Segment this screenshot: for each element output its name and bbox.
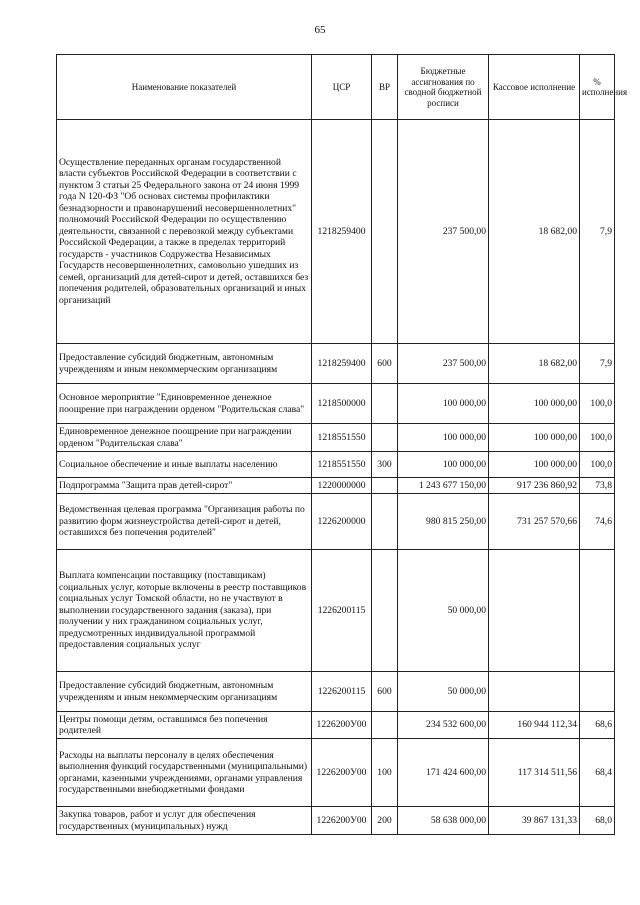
row-vr: 200	[372, 807, 398, 835]
row-percent: 100,0	[580, 384, 615, 424]
row-assigned: 100 000,00	[398, 452, 489, 478]
table-row	[57, 672, 615, 712]
row-vr	[372, 424, 398, 452]
row-assigned: 100 000,00	[398, 424, 489, 452]
row-cash: 731 257 570,66	[489, 494, 580, 550]
table-row	[57, 478, 615, 494]
table-row	[57, 739, 615, 807]
row-csr: 1226200115	[312, 672, 372, 712]
page-number: 65	[314, 24, 326, 36]
header-name: Наименование показателей	[57, 55, 312, 120]
row-vr: 600	[372, 672, 398, 712]
table-row	[57, 550, 615, 672]
row-assigned: 237 500,00	[398, 344, 489, 384]
row-cash: 100 000,00	[489, 424, 580, 452]
row-percent	[580, 672, 615, 712]
row-name: Социальное обеспечение и иные выплаты населению	[57, 452, 312, 478]
header-vr: ВР	[372, 55, 398, 120]
row-csr: 1218259400	[312, 344, 372, 384]
table-row	[57, 452, 615, 478]
row-percent: 7,9	[580, 120, 615, 344]
row-csr: 1218551550	[312, 452, 372, 478]
row-csr: 1218259400	[312, 120, 372, 344]
row-assigned: 980 815 250,00	[398, 494, 489, 550]
table-row	[57, 344, 615, 384]
row-vr	[372, 384, 398, 424]
row-cash	[489, 672, 580, 712]
row-assigned: 50 000,00	[398, 550, 489, 672]
row-percent: 68,0	[580, 807, 615, 835]
row-percent: 68,6	[580, 712, 615, 739]
row-name: Осуществление переданных органам государственной власти субъектов Российской Федерации в соответствии с пунктом 3 статьи 25 Федерального закона от 24 июня 1999 года N 120-ФЗ "Об основах системы профилактики безнадзорности и правонарушений несовершеннолетних" полномочий Российской Федерации по осуществлению деятельности, связанной с перевозкой между субъектами Российской Федерации, а также в пределах территорий государств - участников Содружества Независимых Государств несовершеннолетних, самовольно ушедших из семей, организаций для детей-сирот и детей, оставшихся без попечения родителей, образовательных организаций и иных организаций	[57, 120, 312, 344]
row-name: Центры помощи детям, оставшимся без попечения родителей	[57, 712, 312, 739]
row-name: Выплата компенсации поставщику (поставщикам) социальных услуг, которые включены в реестр поставщиков социальных услуг Томской области, но не участвуют в выполнении государственного задания (заказа), при получении у них гражданином социальных услуг, предусмотренных индивидуальной программой предоставления социальных услуг	[57, 550, 312, 672]
row-assigned: 50 000,00	[398, 672, 489, 712]
row-cash: 117 314 511,56	[489, 739, 580, 807]
row-vr	[372, 550, 398, 672]
row-name: Предоставление субсидий бюджетным, автономным учреждениям и иным некоммерческим организациям	[57, 672, 312, 712]
table-row	[57, 424, 615, 452]
row-csr: 1226200У00	[312, 807, 372, 835]
row-percent: 7,9	[580, 344, 615, 384]
row-cash: 100 000,00	[489, 384, 580, 424]
row-name: Подпрограмма "Защита прав детей-сирот"	[57, 478, 312, 494]
row-percent: 100,0	[580, 424, 615, 452]
header-percent: % исполнения	[580, 55, 615, 120]
row-name: Расходы на выплаты персоналу в целях обеспечения выполнения функций государственными (муниципальными) органами, казенными учреждениями, органами управления государственными внебюджетными фондами	[57, 739, 312, 807]
row-name: Ведомственная целевая программа "Организация работы по развитию форм жизнеустройства детей-сирот и детей, оставшихся без попечения родителей"	[57, 494, 312, 550]
row-vr	[372, 494, 398, 550]
row-cash: 917 236 860,92	[489, 478, 580, 494]
row-cash: 18 682,00	[489, 120, 580, 344]
row-csr: 1226200У00	[312, 739, 372, 807]
row-cash: 39 867 131,33	[489, 807, 580, 835]
row-csr: 1218551550	[312, 424, 372, 452]
row-csr: 1226200115	[312, 550, 372, 672]
header-csr: ЦСР	[312, 55, 372, 120]
row-name: Основное мероприятие "Единовременное денежное поощрение при награждении орденом "Родительская слава"	[57, 384, 312, 424]
row-cash: 160 944 112,34	[489, 712, 580, 739]
row-csr: 1218500000	[312, 384, 372, 424]
table-row	[57, 120, 615, 344]
row-assigned: 58 638 000,00	[398, 807, 489, 835]
row-csr: 1226200000	[312, 494, 372, 550]
row-vr: 100	[372, 739, 398, 807]
row-percent: 74,6	[580, 494, 615, 550]
row-assigned: 100 000,00	[398, 384, 489, 424]
table-row	[57, 712, 615, 739]
table-header-row	[57, 55, 615, 120]
row-assigned: 234 532 600,00	[398, 712, 489, 739]
row-assigned: 171 424 600,00	[398, 739, 489, 807]
row-csr: 1226200У00	[312, 712, 372, 739]
row-name: Закупка товаров, работ и услуг для обеспечения государственных (муниципальных) нужд	[57, 807, 312, 835]
row-cash: 18 682,00	[489, 344, 580, 384]
budget-execution-table	[56, 54, 628, 835]
row-assigned: 237 500,00	[398, 120, 489, 344]
row-name: Единовременное денежное поощрение при награждении орденом "Родительская слава"	[57, 424, 312, 452]
header-assigned: Бюджетные ассигнования по сводной бюджетной росписи	[398, 55, 489, 120]
row-percent: 73,8	[580, 478, 615, 494]
row-csr: 1220000000	[312, 478, 372, 494]
row-vr: 300	[372, 452, 398, 478]
table-row	[57, 384, 615, 424]
row-cash: 100 000,00	[489, 452, 580, 478]
row-name: Предоставление субсидий бюджетным, автономным учреждениям и иным некоммерческим организациям	[57, 344, 312, 384]
row-percent: 68,4	[580, 739, 615, 807]
table-row	[57, 494, 615, 550]
row-vr	[372, 120, 398, 344]
table-row	[57, 807, 615, 835]
header-cash: Кассовое исполнение	[489, 55, 580, 120]
row-percent	[580, 550, 615, 672]
row-percent: 100,0	[580, 452, 615, 478]
row-assigned: 1 243 677 150,00	[398, 478, 489, 494]
row-cash	[489, 550, 580, 672]
row-vr: 600	[372, 344, 398, 384]
row-vr	[372, 712, 398, 739]
row-vr	[372, 478, 398, 494]
